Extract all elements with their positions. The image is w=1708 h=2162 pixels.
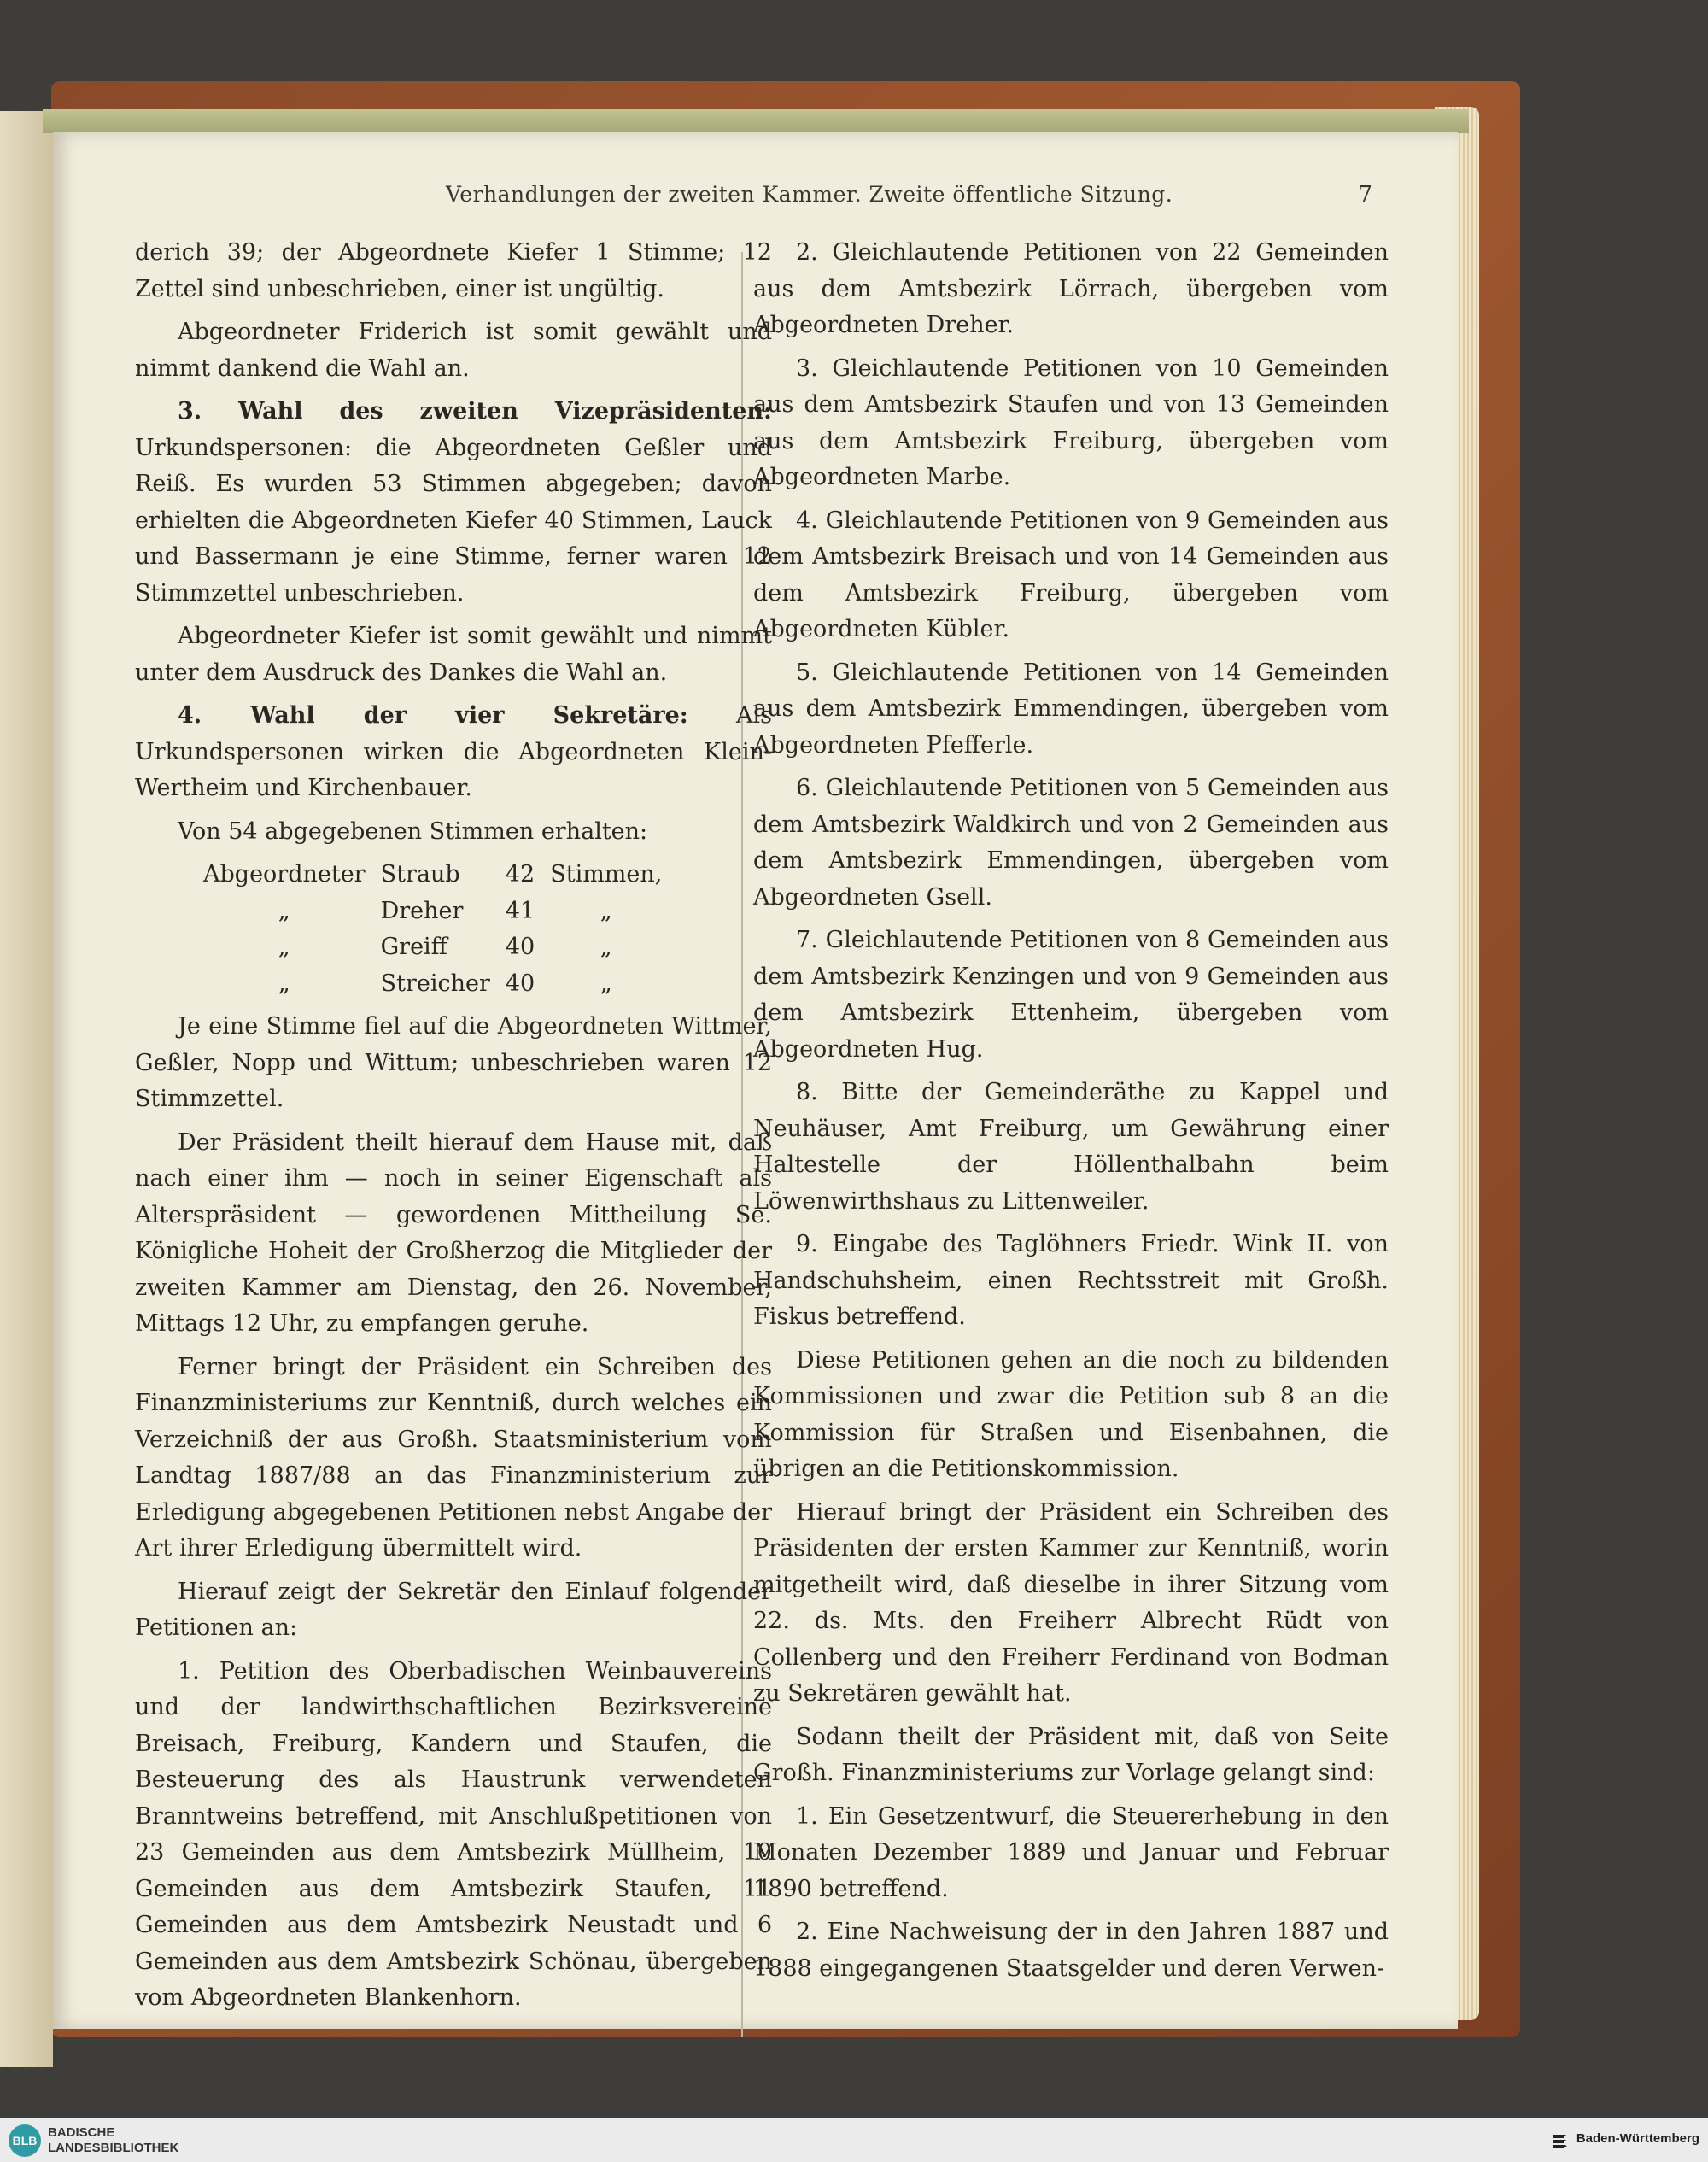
- paragraph: Ferner bringt der Präsident ein Schreiben des Finanzministeriums zur Kenntniß, durch welches ein Verzeichniß der aus Großh. Staatsministerium vom Landtag 1887/88 an das Finanzministerium zur Erledigung abgegebenen Petitionen nebst Angabe der Art ihrer Erledigung übermittelt wird.: [135, 1353, 772, 1561]
- left-column: [135, 235, 772, 2024]
- section-heading: 3. Wahl des zweiten Vizepräsidenten:: [178, 398, 772, 425]
- vote-row: „ Dreher 41 „: [278, 897, 612, 924]
- vote-row: „ Greiff 40 „: [278, 934, 612, 960]
- paragraph: Abgeordneter Friderich ist somit gewählt und nimmt dankend die Wahl an.: [135, 319, 772, 382]
- running-title: Verhandlungen der zweiten Kammer. Zweite öffentliche Sitzung.: [446, 182, 1173, 207]
- paragraph: Hierauf bringt der Präsident ein Schreiben des Präsidenten der ersten Kammer zur Kenntniß, worin mitgetheilt wird, daß dieselbe in ihrer Sitzung vom 22. ds. Mts. den Freiherr Albrecht Rüdt von Collenberg und den Freiherr Ferdinand von Bodman zu Sekretären gewählt hat.: [753, 1498, 1389, 1707]
- paragraph: 6. Gleichlautende Petitionen von 5 Gemeinden aus dem Amtsbezirk Waldkirch und von 2 Gemeinden aus dem Amtsbezirk Emmendingen, übergeben vom Abgeordneten Gsell.: [753, 775, 1389, 911]
- paragraph: 7. Gleichlautende Petitionen von 8 Gemeinden aus dem Amtsbezirk Kenzingen und von 9 Gemeinden aus dem Amtsbezirk Ettenheim, übergeben vom Abgeordneten Hug.: [753, 927, 1389, 1063]
- right-column: [753, 235, 1389, 1994]
- paragraph: 1. Petition des Oberbadischen Weinbauvereins und der landwirthschaftlichen Bezirksvereine Breisach, Freiburg, Kandern und Staufen, die Besteuerung des als Haustrunk verwendeten Branntweins betreffend, mit Anschlußpetitionen von 23 Gemeinden aus dem Amtsbezirk Müllheim, 10 Gemeinden aus dem Amtsbezirk Staufen, 11 Gemeinden aus dem Amtsbezirk Neustadt und 6 Gemeinden aus dem Amtsbezirk Schönau, übergeben vom Abgeordneten Blankenhorn.: [135, 1657, 772, 2011]
- paragraph: derich 39; der Abgeordnete Kiefer 1 Stimme; 12 Zettel sind unbeschrieben, einer ist ungültig.: [135, 239, 772, 302]
- paragraph: Hierauf zeigt der Sekretär den Einlauf folgender Petitionen an:: [135, 1578, 772, 1641]
- paragraph: 1. Ein Gesetzentwurf, die Steuererhebung in den Monaten Dezember 1889 und Januar und Februar 1890 betreffend.: [753, 1802, 1389, 1902]
- paragraph: Der Präsident theilt hierauf dem Hause mit, daß nach einer ihm — noch in seiner Eigenschaft als Alterspräsident — gewordenen Mittheilung Se. Königliche Hoheit der Großherzog die Mitglieder der zweiten Kammer am Dienstag, den 26. November, Mittags 12 Uhr, zu empfangen geruhe.: [135, 1128, 772, 1337]
- vote-row: Abgeordneter Straub 42 Stimmen,: [203, 861, 663, 888]
- paragraph: 9. Eingabe des Taglöhners Friedr. Wink II. von Handschuhsheim, einen Rechtsstreit mit Großh. Fiskus betreffend.: [753, 1231, 1389, 1330]
- top-page-edge: [43, 109, 1469, 133]
- paragraph: Von 54 abgegebenen Stimmen erhalten:: [178, 817, 648, 845]
- book-page: [53, 132, 1458, 2029]
- paragraph: 3. Wahl des zweiten Vizepräsidenten: Urkundspersonen: die Abgeordneten Geßler und Reiß. Es wurden 53 Stimmen abgegeben; davon erhielten die Abgeordneten Kiefer 40 Stimmen, Lauck und Bassermann je eine Stimme, ferner waren 12 Stimmzettel unbeschrieben.: [135, 398, 772, 606]
- baden-wuerttemberg-lions-icon[interactable]: [1551, 2130, 1571, 2151]
- section-heading: 4. Wahl der vier Sekretäre:: [178, 702, 688, 729]
- page-number: 7: [1357, 182, 1372, 208]
- paragraph: 4. Wahl der vier Sekretäre: Als Urkundspersonen wirken die Abgeordneten Klein-Wertheim und Kirchenbauer.: [135, 702, 772, 801]
- library-name[interactable]: BADISCHE LANDESBIBLIOTHEK: [48, 2125, 179, 2155]
- paragraph: Je eine Stimme fiel auf die Abgeordneten Wittmer, Geßler, Nopp und Wittum; unbeschrieben waren 12 Stimmzettel.: [135, 1013, 772, 1112]
- vote-row: „ Streicher 40 „: [278, 970, 612, 997]
- paragraph: 2. Eine Nachweisung der in den Jahren 1887 und 1888 eingegangenen Staatsgelder und deren Verwen-: [753, 1919, 1389, 1982]
- state-label[interactable]: Baden-Württemberg: [1576, 2131, 1699, 2146]
- paragraph: 2. Gleichlautende Petitionen von 22 Gemeinden aus dem Amtsbezirk Lörrach, übergeben vom Abgeordneten Dreher.: [753, 239, 1389, 338]
- paragraph: 8. Bitte der Gemeinderäthe zu Kappel und Neuhäuser, Amt Freiburg, um Gewährung einer Haltestelle der Höllenthalbahn beim Löwenwirthshaus zu Littenweiler.: [753, 1079, 1389, 1215]
- running-header: [121, 182, 1394, 216]
- paragraph: 4. Gleichlautende Petitionen von 9 Gemeinden aus dem Amtsbezirk Breisach und von 14 Gemeinden aus dem Amtsbezirk Freiburg, übergeben vom Abgeordneten Kübler.: [753, 507, 1389, 642]
- paragraph: Sodann theilt der Präsident mit, daß von Seite Großh. Finanzministeriums zur Vorlage gelangt sind:: [753, 1723, 1389, 1786]
- paragraph: Diese Petitionen gehen an die noch zu bildenden Kommissionen und zwar die Petition sub 8 an die Kommission für Straßen und Eisenbahnen, die übrigen an die Petitionskommission.: [753, 1346, 1389, 1482]
- paragraph: 5. Gleichlautende Petitionen von 14 Gemeinden aus dem Amtsbezirk Emmendingen, übergeben vom Abgeordneten Pfefferle.: [753, 659, 1389, 759]
- blb-logo-icon[interactable]: BLB: [9, 2124, 41, 2157]
- viewer-footer: [0, 2118, 1708, 2162]
- vote-table: [203, 857, 677, 1002]
- paragraph: Abgeordneter Kiefer ist somit gewählt und nimmt unter dem Ausdruck des Dankes die Wahl an.: [135, 623, 772, 686]
- facing-page-edge: [0, 111, 53, 2067]
- paragraph: 3. Gleichlautende Petitionen von 10 Gemeinden aus dem Amtsbezirk Staufen und von 13 Gemeinden aus dem Amtsbezirk Freiburg, übergeben vom Abgeordneten Marbe.: [753, 354, 1389, 490]
